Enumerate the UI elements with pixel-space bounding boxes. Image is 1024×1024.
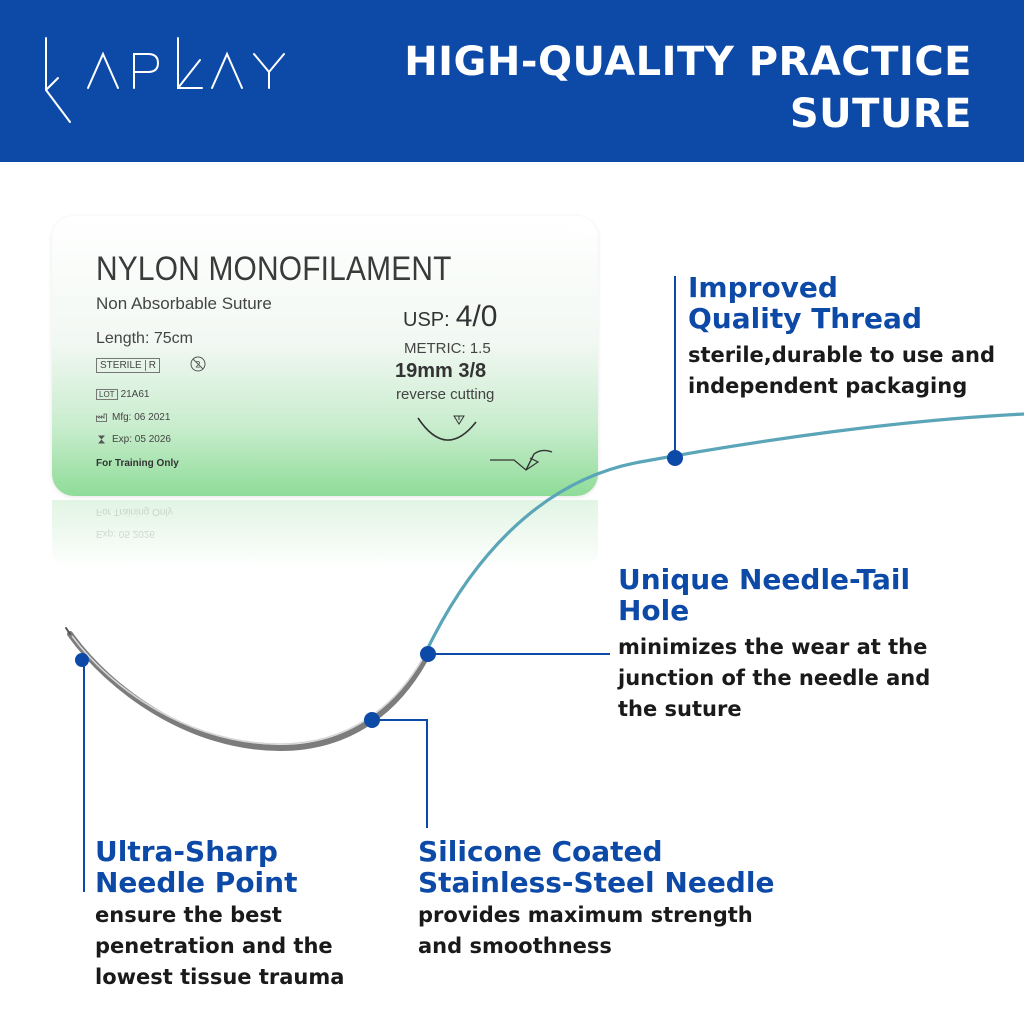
training-only-label: For Training Only: [96, 458, 179, 469]
needle-type: reverse cutting: [396, 386, 495, 403]
lot-value: 21A61: [120, 389, 150, 400]
reflection-training: For Training Only: [96, 506, 173, 517]
manufacture-date: [96, 412, 170, 423]
feature-point-desc-1: ensure the best: [95, 903, 282, 927]
feature-steel-desc-2: and smoothness: [418, 934, 612, 958]
lot-number: [96, 389, 149, 400]
feature-hole-desc-3: the suture: [618, 697, 742, 721]
header-banner: [0, 0, 1024, 162]
feature-thread-desc-1: sterile,durable to use and: [688, 343, 995, 367]
feature-hole-desc: [618, 632, 930, 725]
lot-label: LOT: [96, 389, 118, 400]
feature-thread-desc: [688, 340, 995, 402]
needle-tip: [66, 628, 70, 634]
feature-point-desc: [95, 900, 344, 993]
feature-hole-title: [618, 564, 930, 626]
packet-title: NYLON MONOFILAMENT: [96, 250, 452, 288]
feature-point-title: [95, 836, 344, 898]
brand-logo: [40, 30, 320, 130]
suture-needle: [70, 634, 430, 748]
sterile-badge: [96, 358, 160, 373]
headline-line-2: SUTURE: [789, 91, 972, 137]
packet-length: Length: 75cm: [96, 330, 193, 347]
exp-text: Exp: 05 2026: [112, 434, 171, 445]
usp-value: 4/0: [455, 300, 498, 333]
feature-point-desc-2: penetration and the: [95, 934, 333, 958]
feature-steel-desc: [418, 900, 774, 962]
feature-hole-title-2: Hole: [618, 594, 690, 627]
sterile-label: STERILE: [100, 360, 142, 371]
feature-steel-desc-1: provides maximum strength: [418, 903, 753, 927]
leader-steel: [372, 720, 427, 828]
feature-needle-point: [95, 836, 344, 993]
feature-hole-title-1: Unique Needle-Tail: [618, 563, 911, 596]
feature-stainless-steel: [418, 836, 774, 962]
feature-needle-tail-hole: [618, 564, 930, 725]
metric-size: METRIC: 1.5: [404, 340, 491, 357]
svg-text:2: 2: [195, 360, 201, 371]
headline-line-1: HIGH-QUALITY PRACTICE: [404, 39, 972, 85]
reflection-exp: Exp: 05 2026: [96, 528, 155, 539]
feature-thread: [688, 272, 995, 402]
usp-label: USP:: [403, 309, 450, 331]
dot-point: [75, 653, 89, 667]
packet-tear-notch: [566, 216, 598, 233]
dot-thread: [667, 450, 683, 466]
feature-thread-title-1: Improved: [688, 271, 838, 304]
feature-point-title-2: Needle Point: [95, 866, 298, 899]
headline: [372, 36, 972, 140]
needle-size: 19mm 3/8: [395, 360, 487, 382]
suture-packet: [52, 216, 598, 496]
mfg-text: Mfg: 06 2021: [112, 412, 171, 423]
feature-point-title-1: Ultra-Sharp: [95, 835, 278, 868]
expiry-date: [96, 434, 171, 445]
packet-reflection: [52, 500, 598, 570]
needle-tip-icon: [486, 444, 566, 474]
dot-hole: [420, 646, 436, 662]
hourglass-icon: [96, 435, 107, 444]
feature-hole-desc-1: minimizes the wear at the: [618, 635, 928, 659]
dot-steel: [364, 712, 380, 728]
feature-thread-title: [688, 272, 995, 334]
needle-curve-icon: [414, 410, 484, 456]
sterile-method: R: [145, 360, 156, 371]
feature-thread-title-2: Quality Thread: [688, 302, 922, 335]
factory-icon: [96, 413, 107, 422]
feature-thread-desc-2: independent packaging: [688, 374, 968, 398]
usp-size: [403, 300, 497, 334]
feature-hole-desc-2: junction of the needle and: [618, 666, 931, 690]
feature-steel-title-1: Silicone Coated: [418, 835, 663, 868]
packet-subtitle: Non Absorbable Suture: [96, 294, 272, 313]
feature-steel-title-2: Stainless-Steel Needle: [418, 866, 775, 899]
feature-point-desc-3: lowest tissue trauma: [95, 965, 345, 989]
feature-steel-title: [418, 836, 774, 898]
do-not-reuse-icon: [190, 356, 206, 372]
